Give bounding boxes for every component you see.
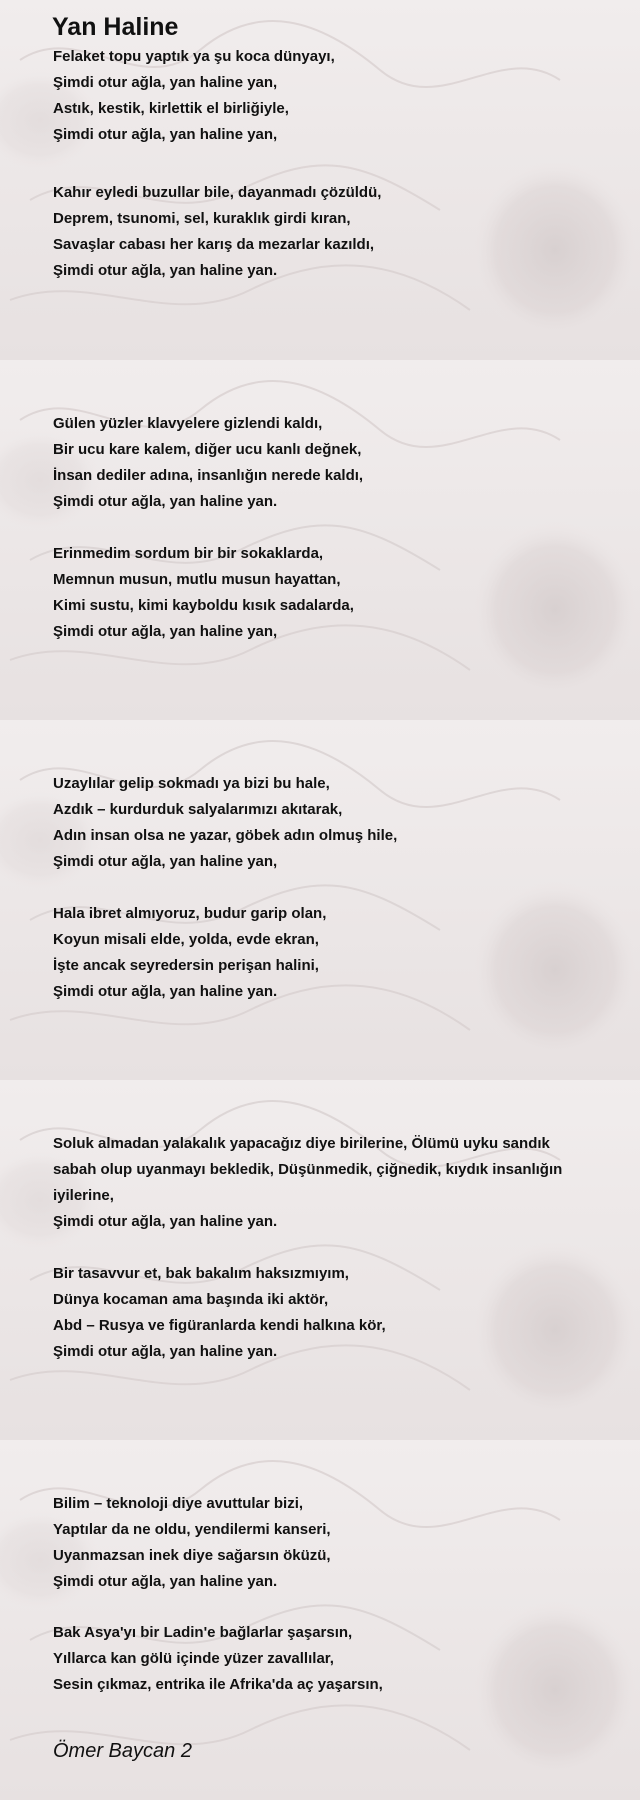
poem-line: Dünya kocaman ama başında iki aktör, xyxy=(53,1291,329,1308)
poem-line: Bilim – teknoloji diye avuttular bizi, xyxy=(53,1495,304,1512)
stanza-10 xyxy=(53,1620,593,1698)
poem-line: Deprem, tsunomi, sel, kuraklık girdi kıran, xyxy=(53,210,351,227)
stanza-1 xyxy=(53,44,593,148)
poem-line: Soluk almadan yalakalık yapacağız diye birilerine, Ölümü uyku sandık sabah olup uyanmayı bekledik, Düşünmedik, çiğnedik, kıydık insanlığın iyilerine, xyxy=(53,1135,563,1204)
poem-line: Şimdi otur ağla, yan haline yan. xyxy=(53,1343,278,1360)
poem-line: Şimdi otur ağla, yan haline yan, xyxy=(53,126,278,143)
poem-line: Adın insan olsa ne yazar, göbek adın olmuş hile, xyxy=(53,827,398,844)
poem-line: Sesin çıkmaz, entrika ile Afrika'da aç yaşarsın, xyxy=(53,1676,383,1693)
poem-line: Uyanmazsan inek diye sağarsın öküzü, xyxy=(53,1547,331,1564)
poem-line: Bak Asya'yı bir Ladin'e bağlarlar şaşarsın, xyxy=(53,1624,353,1641)
poem-line: Şimdi otur ağla, yan haline yan. xyxy=(53,493,278,510)
poem-line: Memnun musun, mutlu musun hayattan, xyxy=(53,571,341,588)
stanza-3 xyxy=(53,411,593,515)
stanza-5 xyxy=(53,771,593,875)
poem-line: Bir ucu kare kalem, diğer ucu kanlı değnek, xyxy=(53,441,362,458)
poem-line: Bir tasavvur et, bak bakalım haksızmıyım, xyxy=(53,1265,349,1282)
stanza-8 xyxy=(53,1261,593,1365)
stanza-4 xyxy=(53,541,593,645)
stanza-6 xyxy=(53,901,593,1005)
poem-line: Şimdi otur ağla, yan haline yan. xyxy=(53,262,278,279)
poem-line: İnsan dediler adına, insanlığın nerede kaldı, xyxy=(53,467,364,484)
poem-line: Abd – Rusya ve figüranlarda kendi halkına kör, xyxy=(53,1317,386,1334)
poem-line: Azdık – kurdurduk salyalarımızı akıtarak, xyxy=(53,801,343,818)
poem-line: Kahır eyledi buzullar bile, dayanmadı çözüldü, xyxy=(53,184,382,201)
poem-line: Kimi sustu, kimi kayboldu kısık sadalarda, xyxy=(53,597,354,614)
poem-author: Ömer Baycan 2 xyxy=(53,1740,192,1762)
poem-line: Uzaylılar gelip sokmadı ya bizi bu hale, xyxy=(53,775,330,792)
poem-line: Şimdi otur ağla, yan haline yan, xyxy=(53,74,278,91)
poem-line: Gülen yüzler klavyelere gizlendi kaldı, xyxy=(53,415,323,432)
poem-line: İşte ancak seyredersin perişan halini, xyxy=(53,957,319,974)
poem-line: Şimdi otur ağla, yan haline yan. xyxy=(53,1213,278,1230)
poem-line: Hala ibret almıyoruz, budur garip olan, xyxy=(53,905,327,922)
stanza-2 xyxy=(53,180,593,284)
stanza-7 xyxy=(53,1131,588,1235)
poem-line: Astık, kestik, kirlettik el birliğiyle, xyxy=(53,100,289,117)
poem-line: Yıllarca kan gölü içinde yüzer zavallılar, xyxy=(53,1650,334,1667)
poem-line: Şimdi otur ağla, yan haline yan. xyxy=(53,983,278,1000)
poem-title: Yan Haline xyxy=(52,13,179,41)
poem-line: Şimdi otur ağla, yan haline yan, xyxy=(53,853,278,870)
poem-line: Şimdi otur ağla, yan haline yan, xyxy=(53,623,278,640)
poem-line: Koyun misali elde, yolda, evde ekran, xyxy=(53,931,319,948)
poem-line: Şimdi otur ağla, yan haline yan. xyxy=(53,1573,278,1590)
poem-line: Erinmedim sordum bir bir sokaklarda, xyxy=(53,545,324,562)
poem-line: Savaşlar cabası her karış da mezarlar kazıldı, xyxy=(53,236,375,253)
stanza-9 xyxy=(53,1491,593,1595)
poem-line: Felaket topu yaptık ya şu koca dünyayı, xyxy=(53,48,335,65)
poem-line: Yaptılar da ne oldu, yendilermi kanseri, xyxy=(53,1521,331,1538)
